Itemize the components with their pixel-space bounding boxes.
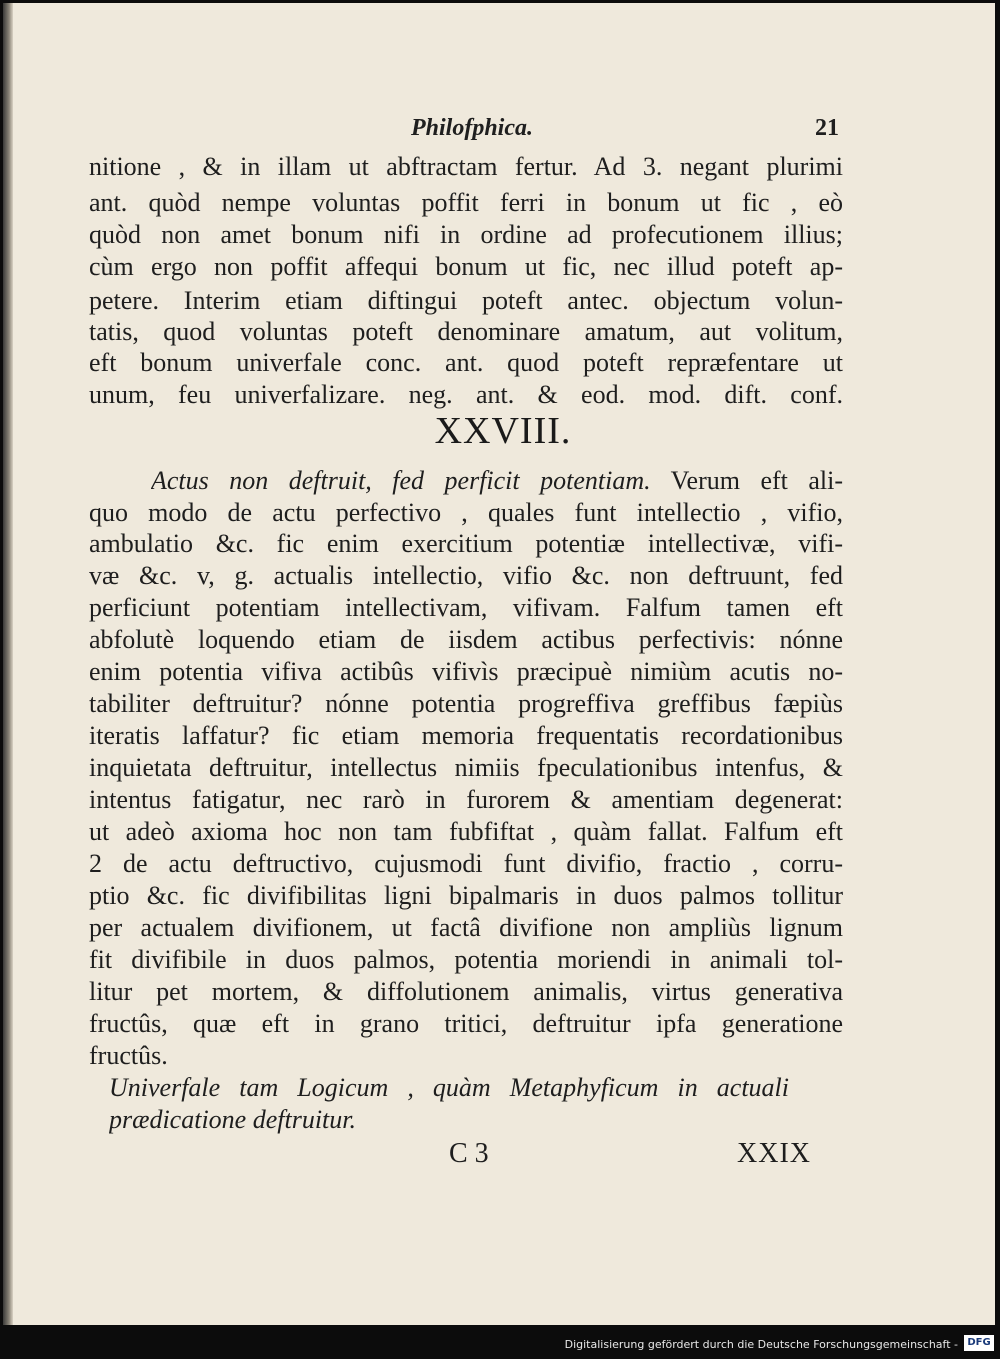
text-line: væ &c. v, g. actualis intellectio, vifio &c. non deftruunt, fed	[89, 561, 843, 590]
dfg-logo: DFG	[964, 1335, 994, 1351]
text-line: tabiliter deftruitur? nónne potentia progreffiva greffibus fæpiùs	[89, 689, 843, 718]
text-line: eft bonum univerfale conc. ant. quod poteft repræfentare ut	[89, 348, 843, 377]
text-line: quo modo de actu perfectivo , quales funt intellectio , vifio,	[89, 498, 843, 527]
text-line: enim potentia vifiva actibûs vifivìs præcipuè nimiùm acutis no-	[89, 657, 843, 686]
text-line: iteratis laffatur? fic etiam memoria frequentatis recordationibus	[89, 721, 843, 750]
text-line: ptio &c. fic divifibilitas ligni bipalmaris in duos palmos tollitur	[89, 881, 843, 910]
page-number: 21	[815, 115, 839, 141]
text-line: ambulatio &c. fic enim exercitium potentiæ intellectivæ, vifi-	[89, 529, 843, 558]
page-spine-shadow	[3, 3, 13, 1325]
text-line: ant. quòd nempe voluntas poffit ferri in bonum ut fic , eò	[89, 188, 843, 217]
text-line: unum, feu univerfalizare. neg. ant. & eod. mod. dift. conf.	[89, 380, 843, 409]
text-line: nitione , & in illam ut abftractam fertur. Ad 3. negant plurimi	[89, 152, 843, 181]
italic-line: Univerfale tam Logicum , quàm Metaphyficum in actuali	[109, 1073, 789, 1102]
text-line: abfolutè loquendo etiam de iisdem actibus perfectivis: nónne	[89, 625, 843, 654]
text-line: petere. Interim etiam diftingui poteft antec. objectum volun-	[89, 286, 843, 315]
paragraph-lead-line	[151, 465, 843, 497]
text-line: fit divifibile in duos palmos, potentia moriendi in animali tol-	[89, 945, 843, 974]
text-line: cùm ergo non poffit affequi bonum ut fic, nec illud poteft ap-	[89, 252, 843, 281]
text-line: fructûs, quæ eft in grano tritici, deftruitur ipfa generatione	[89, 1009, 843, 1038]
text-line: intentus fatigatur, nec rarò in furorem & amentiam degenerat:	[89, 785, 843, 814]
book-page	[3, 3, 995, 1325]
running-header-title: Philofphica.	[411, 115, 534, 141]
text-line: fructûs.	[89, 1041, 168, 1070]
text-line: inquietata deftruitur, intellectus nimiis fpeculationibus intenfus, &	[89, 753, 843, 782]
text-line: perficiunt potentiam intellectivam, vifivam. Falfum tamen eft	[89, 593, 843, 622]
italic-line: prædicatione deftruitur.	[109, 1105, 356, 1134]
section-heading: XXVIII.	[434, 410, 572, 452]
text-line: ut adeò axioma hoc non tam fubfiftat , quàm fallat. Falfum eft	[89, 817, 843, 846]
text-line: quòd non amet bonum nifi in ordine ad profecutionem illius;	[89, 220, 843, 249]
text-line: tatis, quod voluntas poteft denominare amatum, aut volitum,	[89, 317, 843, 346]
signature-mark: C 3	[449, 1138, 489, 1169]
text-line: litur pet mortem, & diffolutionem animalis, virtus generativa	[89, 977, 843, 1006]
paragraph-lead-rest: Verum eft ali-	[670, 466, 843, 495]
text-line: 2 de actu deftructivo, cujusmodi funt divifio, fractio , corru-	[89, 849, 843, 878]
text-line: per actualem divifionem, ut factâ divifione non ampliùs lignum	[89, 913, 843, 942]
catchword: XXIX	[737, 1138, 811, 1169]
paragraph-lead-italic: Actus non deftruit, fed perficit potentiam.	[151, 466, 651, 495]
digitization-credit: Digitalisierung gefördert durch die Deutsche Forschungsgemeinschaft -	[564, 1338, 958, 1351]
